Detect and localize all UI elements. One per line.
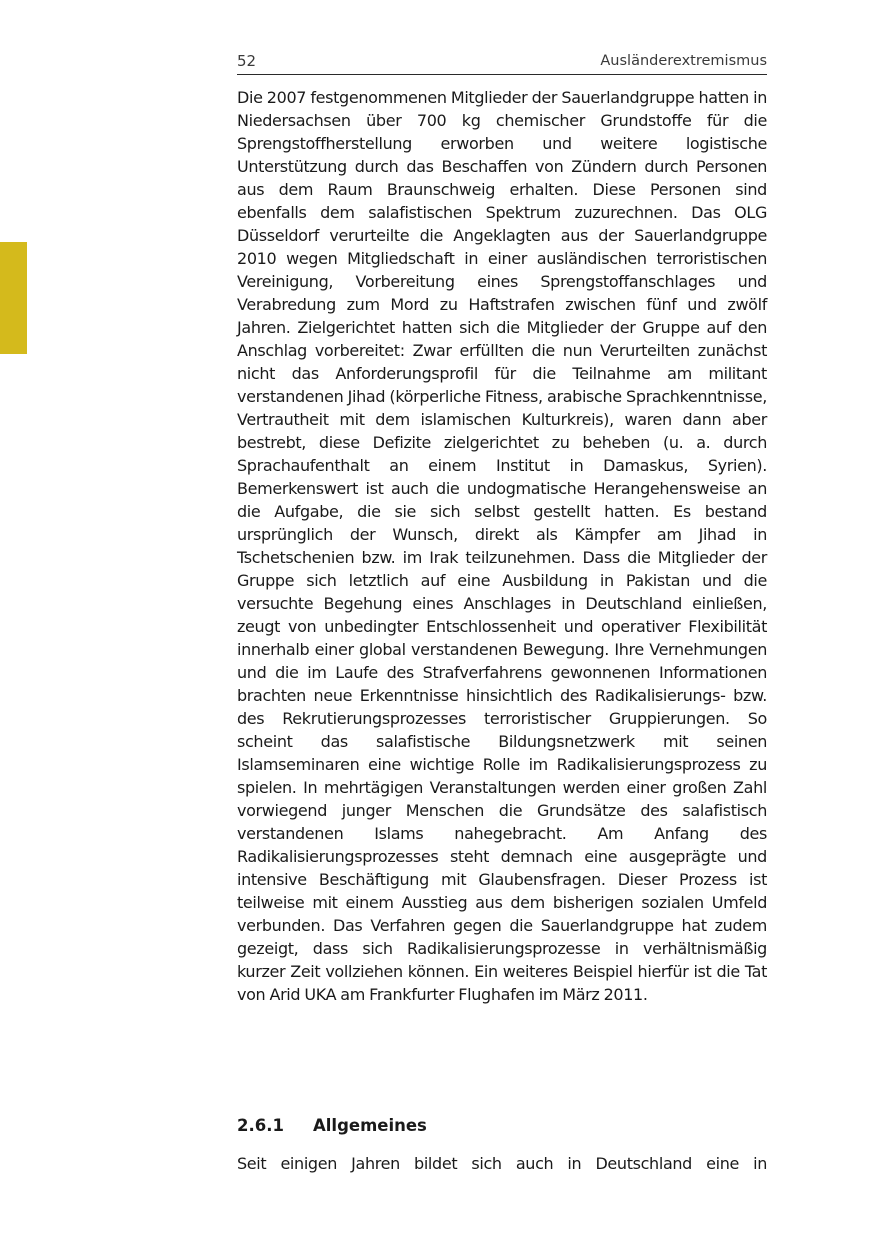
- section-title: Allgemeines: [313, 1116, 427, 1135]
- body-paragraph: Die 2007 festgenommenen Mitglieder der Sauerlandgruppe hatten in Niedersachsen über 700 kg chemischer Grundstoffe für die Sprengstoffherstellung erworben und weitere logistische Unterstützung durch das Beschaffen von Zündern durch Personen aus dem Raum Braunschweig erhalten. Diese Personen sind ebenfalls dem salafistischen Spektrum zuzurechnen. Das OLG Düsseldorf verurteilte die Angeklagten aus der Sauerlandgruppe 2010 wegen Mitgliedschaft in einer ausländischen terroristischen Vereinigung, Vorbereitung eines Sprengstoffanschlages und Verabredung zum Mord zu Haftstrafen zwischen fünf und zwölf Jahren. Zielgerichtet hatten sich die Mitglieder der Gruppe auf den Anschlag vorbereitet: Zwar erfüllten die nun Verurteilten zunächst nicht das Anforderungsprofil für die Teilnahme am militant verstandenen Jihad (körperliche Fitness, arabische Sprachkenntnisse, Vertrautheit mit dem islamischen Kulturkreis), waren dann aber bestrebt, diese Defizite zielgerichtet zu beheben (u. a. durch Sprachaufenthalt an einem Institut in Damaskus, Syrien). Bemerkenswert ist auch die undogmatische Herangehensweise an die Aufgabe, die sie sich selbst gestellt hatten. Es bestand ursprünglich der Wunsch, direkt als Kämpfer am Jihad in Tschetschenien bzw. im Irak teilzunehmen. Dass die Mitglieder der Gruppe sich letztlich auf eine Ausbildung in Pakistan und die versuchte Begehung eines Anschlages in Deutschland einließen, zeugt von unbedingter Entschlossenheit und operativer Flexibilität innerhalb einer global verstandenen Bewegung. Ihre Vernehmungen und die im Laufe des Strafverfahrens gewonnenen Informationen brachten neue Erkenntnisse hinsichtlich des Radikalisierungs- bzw. des Rekrutierungsprozesses terroristischer Gruppierungen. So scheint das salafistische Bildungsnetzwerk mit seinen Islamseminaren eine wichtige Rolle im Radikalisierungsprozess zu spielen. In mehrtägigen Veranstaltungen werden einer großen Zahl vorwiegend junger Menschen die Grundsätze des salafistisch verstandenen Islams nahegebracht. Am Anfang des Radikalisierungsprozesses steht demnach eine ausgeprägte und intensive Beschäftigung mit Glaubensfragen. Dieser Prozess ist teilweise mit einem Ausstieg aus dem bisherigen sozialen Umfeld verbunden. Das Verfahren gegen die Sauerlandgruppe hat zudem gezeigt, dass sich Radikalisierungsprozesse in verhältnismäßig kurzer Zeit vollziehen können. Ein weiteres Beispiel hierfür ist die Tat von Arid UKA am Frankfurter Flughafen im März 2011.: [237, 88, 767, 1004]
- section-intro-text: Seit einigen Jahren bildet sich auch in Deutschland eine in: [237, 1154, 767, 1173]
- section-heading: [237, 1114, 767, 1137]
- running-header: [237, 50, 767, 75]
- chapter-title: Ausländerextremismus: [600, 53, 767, 69]
- chapter-color-marker: [0, 242, 27, 354]
- page-number: 52: [237, 52, 257, 70]
- section-number: 2.6.1: [237, 1116, 284, 1135]
